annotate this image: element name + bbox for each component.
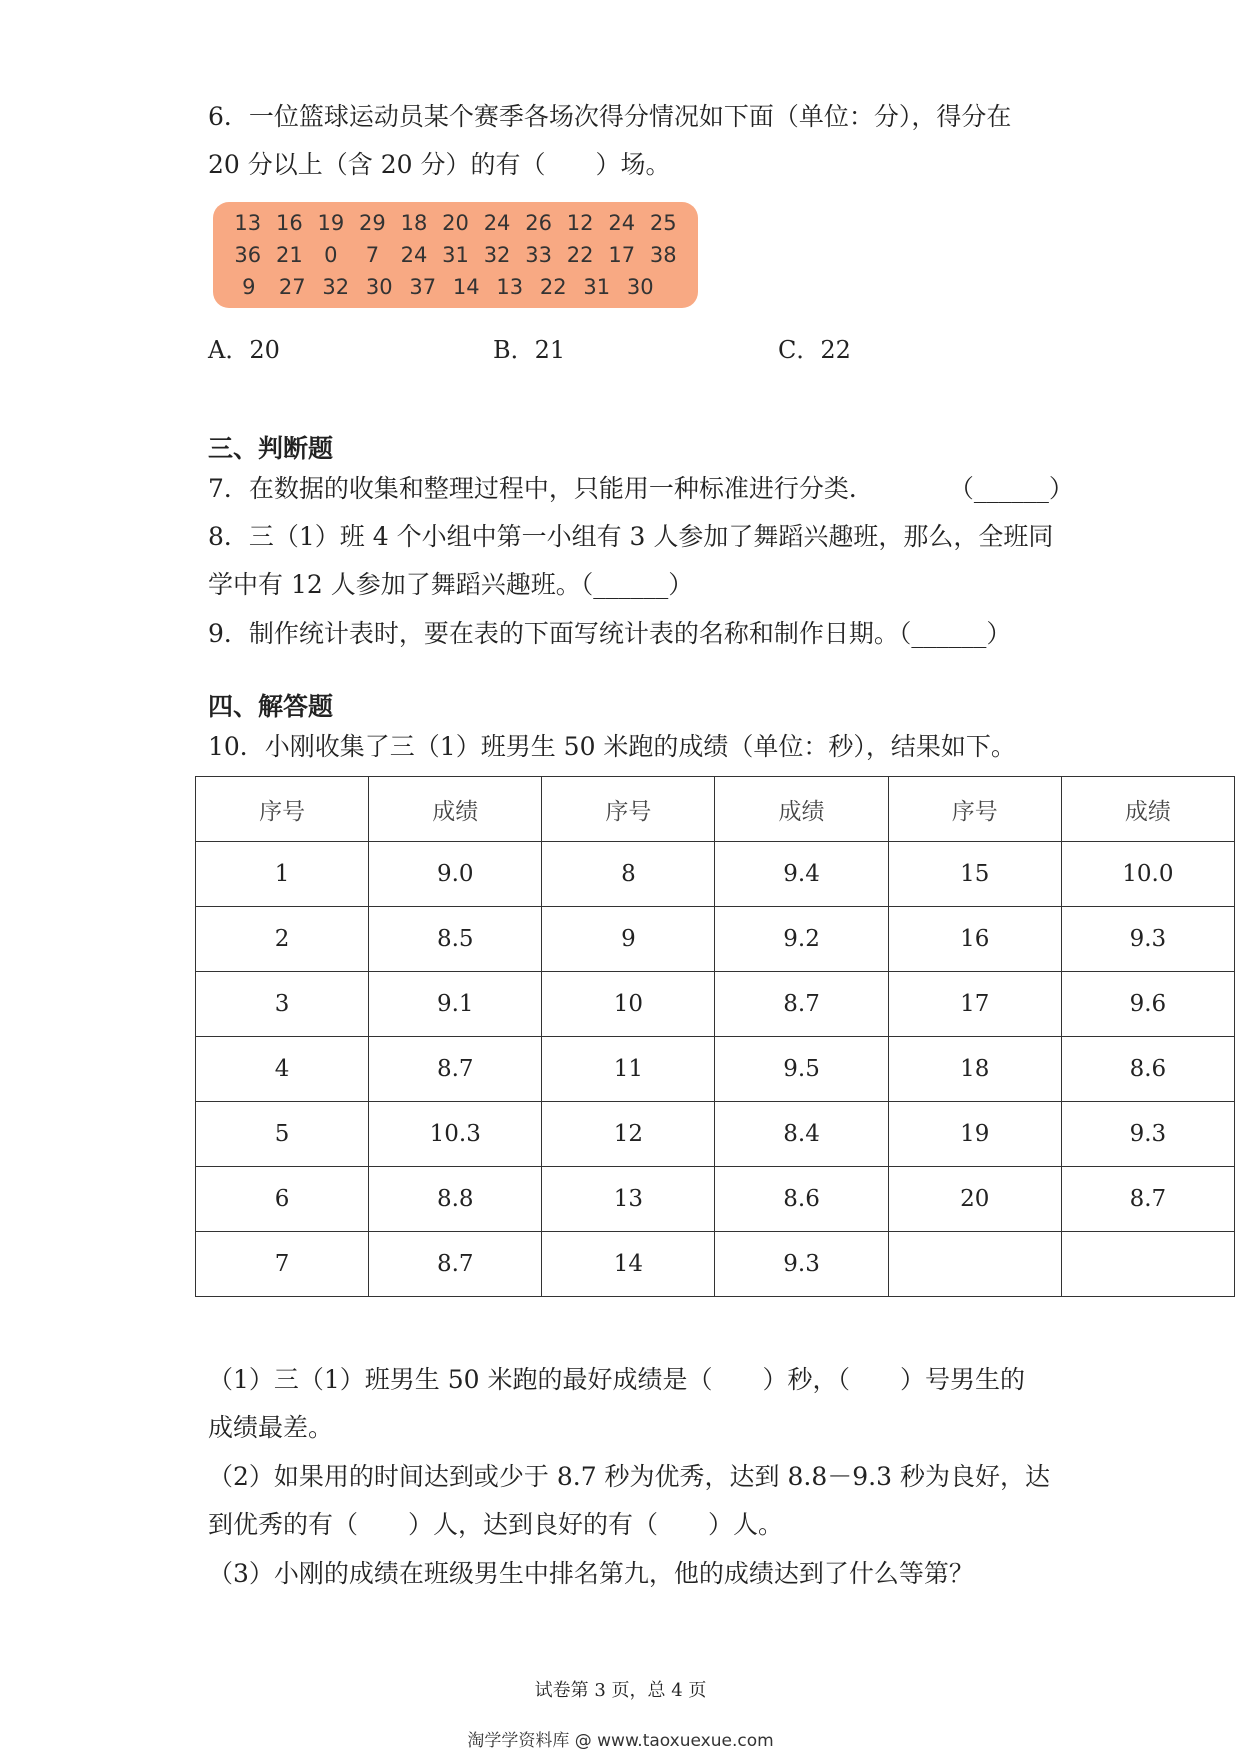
score-value: 29	[359, 211, 386, 235]
table-row	[196, 907, 1235, 972]
sub3-text: （3）小刚的成绩在班级男生中排名第九，他的成绩达到了什么等第？	[208, 1559, 974, 1588]
score-value: 17	[608, 243, 636, 267]
score-value: 25	[649, 211, 677, 235]
score-value: 31	[583, 275, 611, 299]
table-row	[196, 1232, 1235, 1297]
sub2-line-1: （2）如果用的时间达到或少于 8.7 秒为优秀，达到 8.8－9.3 秒为良好，达	[208, 1462, 1050, 1491]
serial-cell: 8	[542, 842, 715, 907]
score-value: 12	[566, 211, 594, 235]
serial-cell: 3	[196, 972, 369, 1037]
q6-line-1: 6．一位篮球运动员某个赛季各场次得分情况如下面（单位：分），得分在	[208, 102, 1012, 131]
time-cell	[1061, 1232, 1234, 1297]
time-cell: 8.7	[1061, 1167, 1234, 1232]
serial-cell: 4	[196, 1037, 369, 1102]
time-cell: 9.2	[715, 907, 888, 972]
score-data-box	[213, 202, 698, 308]
table-row	[196, 972, 1235, 1037]
serial-cell: 1	[196, 842, 369, 907]
sub2-line-2: 到优秀的有（ ）人，达到良好的有（ ）人。	[208, 1510, 784, 1539]
serial-cell: 2	[196, 907, 369, 972]
serial-cell: 11	[542, 1037, 715, 1102]
score-value: 14	[452, 275, 480, 299]
header-cell: 序号	[542, 777, 715, 842]
q9-text: 9．制作统计表时，要在表的下面写统计表的名称和制作日期。（______）	[208, 619, 1012, 648]
sub1-line-2: 成绩最差。	[208, 1413, 334, 1442]
score-row	[227, 207, 684, 239]
score-value: 22	[566, 243, 594, 267]
score-value: 32	[322, 275, 350, 299]
serial-cell: 13	[542, 1167, 715, 1232]
time-cell: 9.3	[1061, 1102, 1234, 1167]
q6-line-2: 20 分以上（含 20 分）的有（ ）场。	[208, 150, 671, 179]
serial-cell: 16	[888, 907, 1061, 972]
score-row	[227, 271, 684, 303]
time-cell: 9.3	[715, 1232, 888, 1297]
section-3-heading: 三、判断题	[208, 434, 334, 463]
sub1-line-1: （1）三（1）班男生 50 米跑的最好成绩是（ ）秒，（ ）号男生的	[208, 1365, 1026, 1394]
time-cell: 10.3	[369, 1102, 542, 1167]
time-cell: 8.7	[369, 1037, 542, 1102]
table-row	[196, 842, 1235, 907]
score-value: 18	[400, 211, 428, 235]
score-value: 20	[442, 211, 469, 235]
serial-cell: 17	[888, 972, 1061, 1037]
q8-line-1: 8．三（1）班 4 个小组中第一小组有 3 人参加了舞蹈兴趣班，那么，全班同	[208, 522, 1054, 551]
score-value: 27	[278, 275, 306, 299]
score-value: 7	[365, 243, 380, 267]
time-cell: 8.6	[715, 1167, 888, 1232]
score-value: 32	[483, 243, 511, 267]
serial-cell: 9	[542, 907, 715, 972]
score-value: 13	[234, 211, 262, 235]
header-cell: 序号	[196, 777, 369, 842]
time-cell: 9.6	[1061, 972, 1234, 1037]
time-cell: 9.4	[715, 842, 888, 907]
time-cell: 8.5	[369, 907, 542, 972]
score-value: 0	[324, 243, 338, 267]
time-cell: 8.6	[1061, 1037, 1234, 1102]
score-value: 31	[442, 243, 469, 267]
table-row	[196, 1167, 1235, 1232]
option-b[interactable]: B．21	[493, 336, 566, 364]
score-value: 16	[275, 211, 303, 235]
time-cell: 8.8	[369, 1167, 542, 1232]
header-cell: 序号	[888, 777, 1061, 842]
table-row	[196, 1037, 1235, 1102]
score-value: 24	[608, 211, 636, 235]
serial-cell: 15	[888, 842, 1061, 907]
score-value: 24	[400, 243, 428, 267]
score-value: 9	[242, 275, 256, 299]
time-cell: 8.4	[715, 1102, 888, 1167]
serial-cell: 20	[888, 1167, 1061, 1232]
score-value: 30	[365, 275, 393, 299]
serial-cell: 19	[888, 1102, 1061, 1167]
serial-cell: 6	[196, 1167, 369, 1232]
score-value: 22	[539, 275, 567, 299]
serial-cell	[888, 1232, 1061, 1297]
header-cell: 成绩	[369, 777, 542, 842]
q8-line-2: 学中有 12 人参加了舞蹈兴趣班。（______）	[208, 570, 694, 599]
q10-text: 10．小刚收集了三（1）班男生 50 米跑的成绩（单位：秒），结果如下。	[208, 732, 1016, 761]
time-cell: 10.0	[1061, 842, 1234, 907]
table-header-row	[196, 777, 1235, 842]
serial-cell: 18	[888, 1037, 1061, 1102]
time-cell: 8.7	[715, 972, 888, 1037]
serial-cell: 7	[196, 1232, 369, 1297]
score-row	[227, 239, 684, 271]
score-value: 37	[409, 275, 437, 299]
option-a[interactable]: A．20	[208, 336, 280, 364]
score-value: 33	[525, 243, 552, 267]
score-value: 19	[317, 211, 345, 235]
q6-options	[208, 330, 928, 362]
time-cell: 8.7	[369, 1232, 542, 1297]
serial-cell: 10	[542, 972, 715, 1037]
table-row	[196, 1102, 1235, 1167]
page-footer: 试卷第 3 页，总 4 页	[534, 1680, 707, 1701]
score-value: 13	[496, 275, 524, 299]
section-4-heading: 四、解答题	[208, 692, 334, 721]
score-value: 21	[275, 243, 303, 267]
time-cell: 9.0	[369, 842, 542, 907]
grades-table	[195, 776, 1235, 1297]
serial-cell: 14	[542, 1232, 715, 1297]
option-c[interactable]: C．22	[778, 336, 851, 364]
serial-cell: 12	[542, 1102, 715, 1167]
watermark-text: 淘学学资料库 @ www.taoxuexue.com	[467, 1731, 774, 1751]
time-cell: 9.1	[369, 972, 542, 1037]
score-value: 24	[483, 211, 511, 235]
score-value: 38	[649, 243, 677, 267]
serial-cell: 5	[196, 1102, 369, 1167]
q7-text: 7．在数据的收集和整理过程中，只能用一种标准进行分类． （______）	[208, 474, 1074, 503]
score-value: 36	[234, 243, 262, 267]
score-value: 30	[626, 275, 654, 299]
score-value: 26	[525, 211, 552, 235]
header-cell: 成绩	[715, 777, 888, 842]
header-cell: 成绩	[1061, 777, 1234, 842]
time-cell: 9.5	[715, 1037, 888, 1102]
time-cell: 9.3	[1061, 907, 1234, 972]
